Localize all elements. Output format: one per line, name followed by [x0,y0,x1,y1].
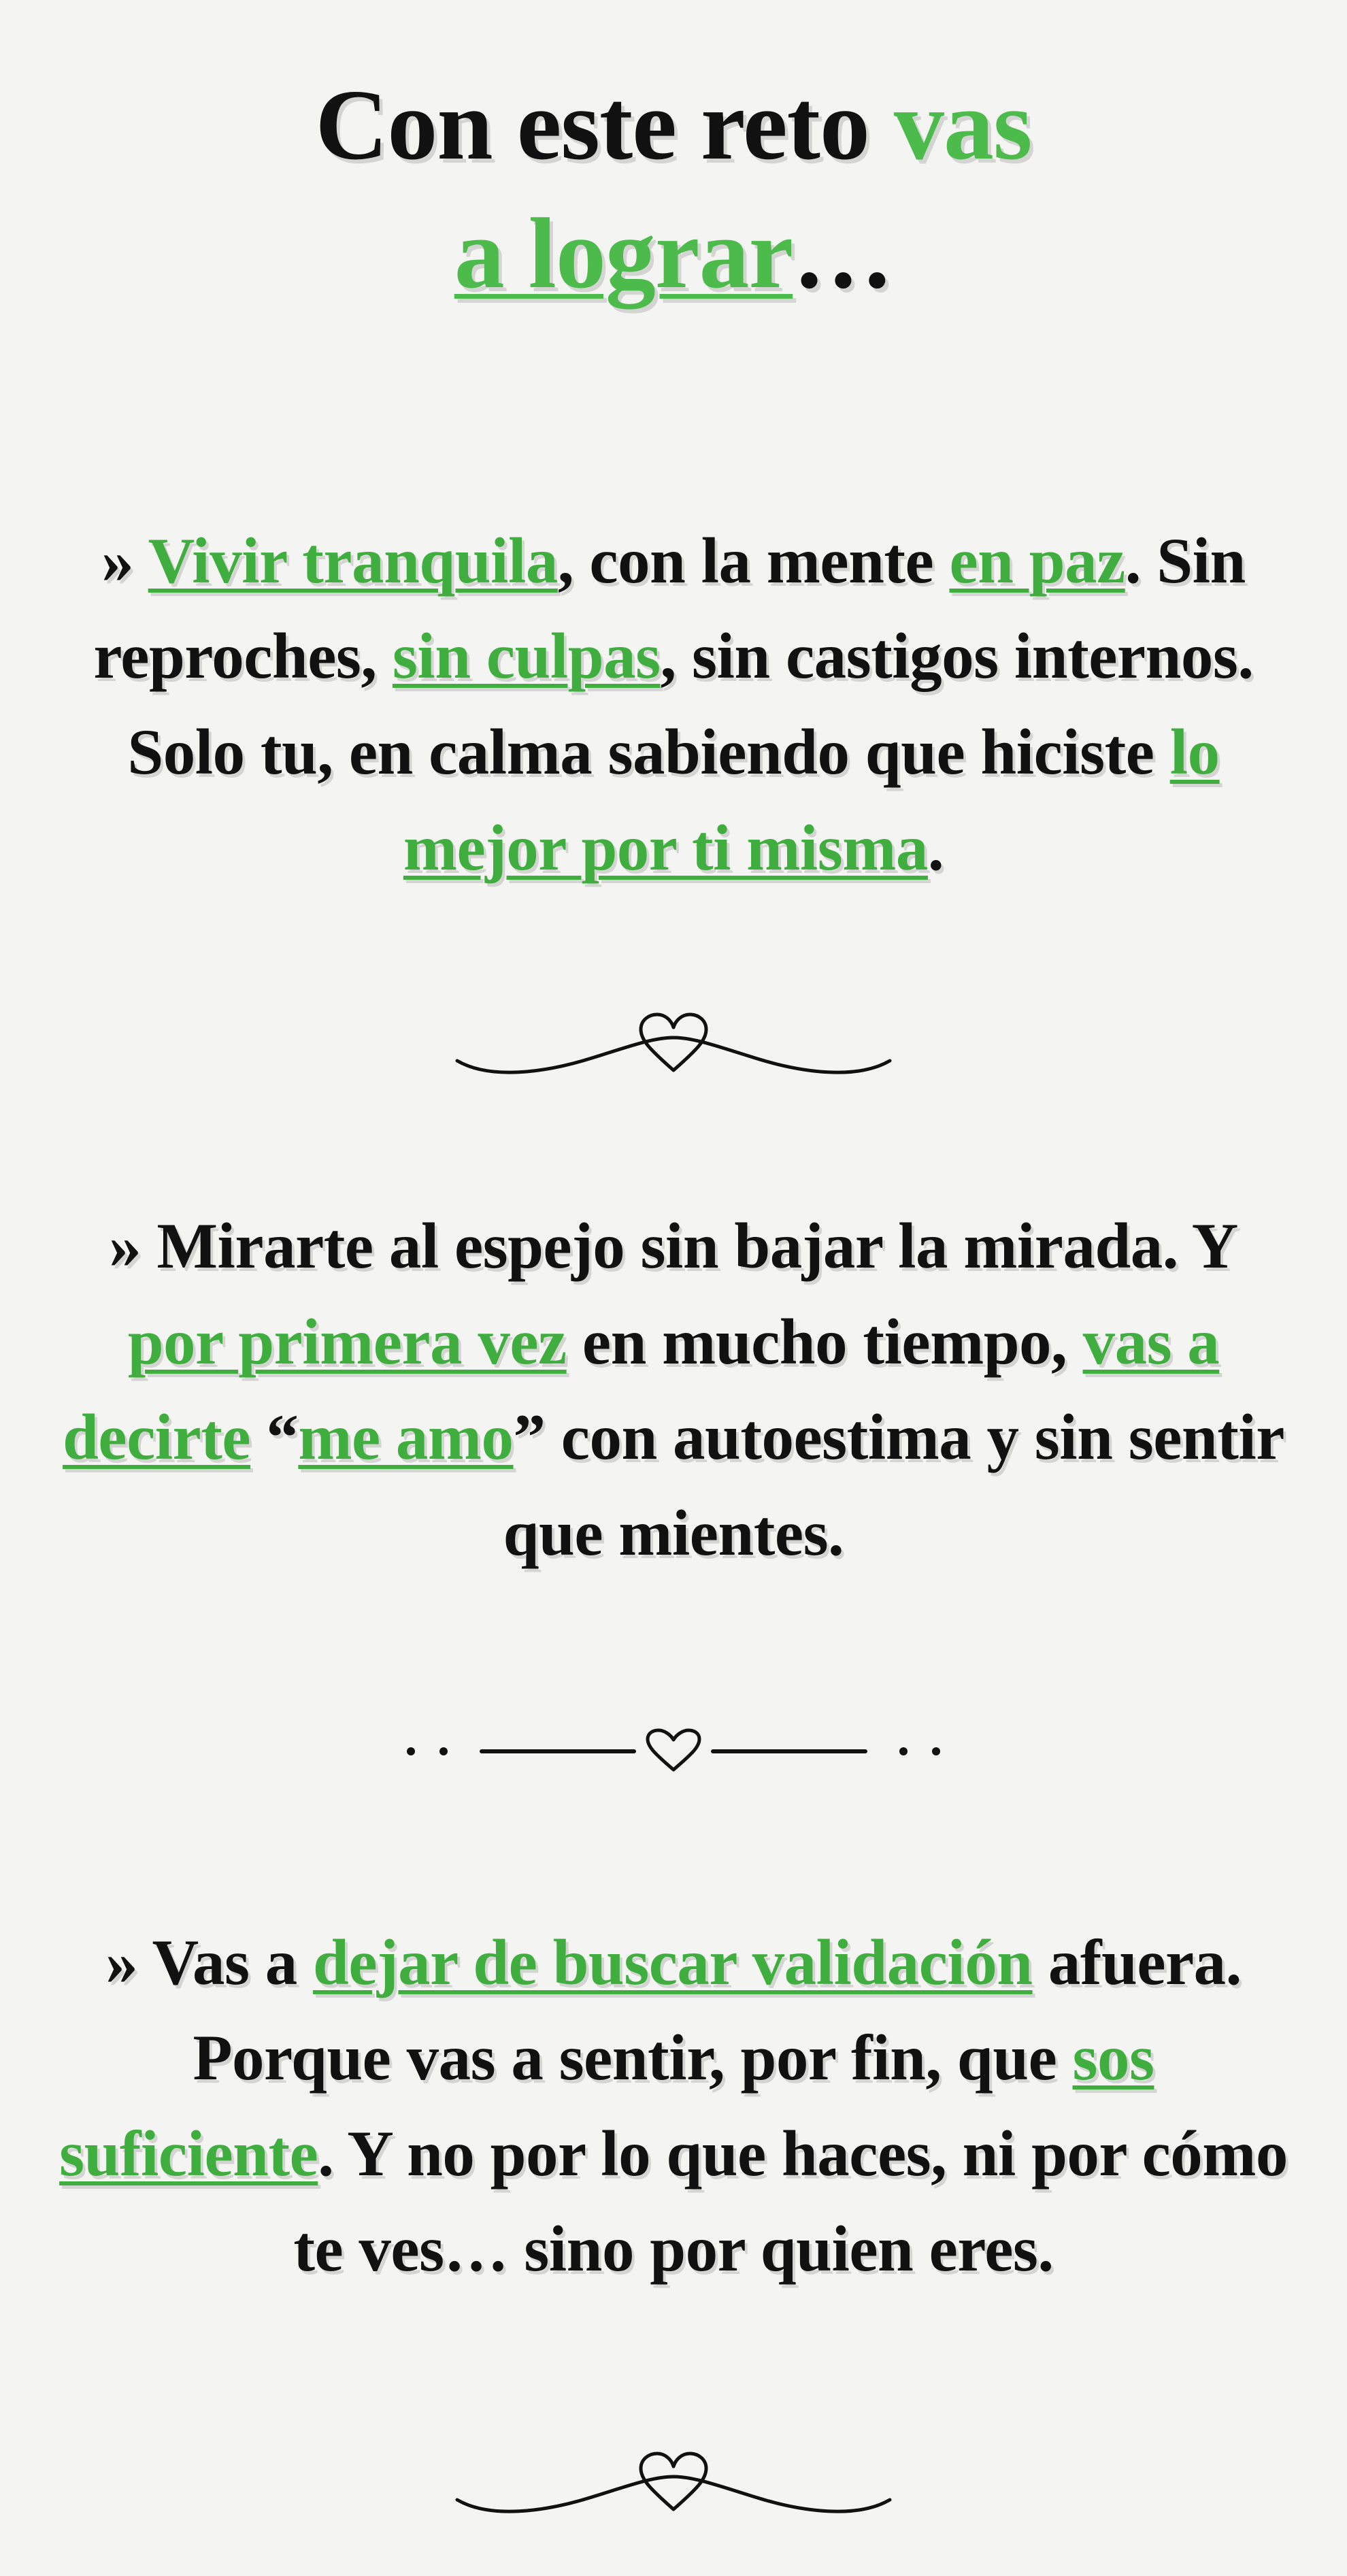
list-item-segment: dejar de buscar validación [312,1926,1033,1998]
headline-line-2 [454,198,893,310]
list-item-segment: . Sin reproches, [93,524,1246,693]
list-item-segment: en paz [949,524,1125,597]
list-item-segment: , con la mente [557,524,950,597]
heart-line-divider [48,1728,1299,1775]
page-title [315,61,1031,319]
heart-flourish-divider [48,1008,1299,1083]
headline-text-accent: vas [893,69,1032,181]
list-item-segment: en mucho tiempo, [566,1305,1083,1378]
list-item [58,1198,1289,1581]
list-item-segment: sos suficiente [59,2021,1154,2190]
headline-text-plain: Con este reto [315,69,894,181]
list-item-segment: ” con autoestima y sin sentir que mientes. [503,1401,1284,1570]
list-item-segment: . Y no por lo que haces, ni por cómo te ves… sino por quien eres. [293,2117,1288,2285]
headline-text-ellipsis: … [793,198,893,310]
headline-line-1 [315,69,1031,181]
list-bullet: » [109,1210,142,1283]
list-item-segment: afuera. Porque vas a sentir, por fin, que [193,1926,1242,2094]
list-bullet: » [105,1926,138,1998]
list-item [58,1915,1289,2297]
list-item-segment: lo mejor por ti misma [403,716,1220,884]
list-item-segment: Vas a [152,1926,313,1998]
list-item-segment: vas a decirte [63,1305,1220,1474]
heart-flourish-divider [48,2447,1299,2522]
list-item-segment: Vivir tranquila [148,524,558,597]
headline-text-accent-underlined: a lograr [454,198,793,310]
list-item-segment: me amo [298,1401,514,1474]
list-bullet: » [101,524,134,597]
list-item-segment: Mirarte al espejo sin bajar la mirada. Y [156,1210,1238,1283]
list-item-segment: “ [250,1401,299,1474]
list-item-segment: . [927,811,944,884]
list-item-segment: por primera vez [127,1305,567,1378]
list-item-segment: sin culpas [392,620,661,693]
list-item-segment: , sin castigos internos. Solo tu, en calma sabiendo que hiciste [127,620,1254,789]
list-item [58,513,1289,895]
